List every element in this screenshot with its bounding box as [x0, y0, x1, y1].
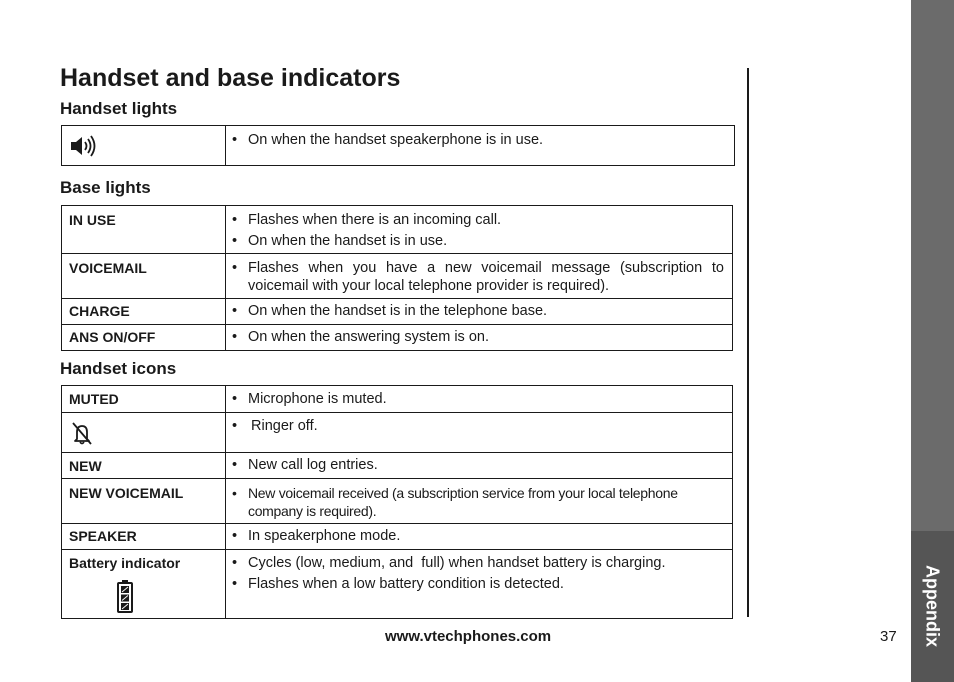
page-title: Handset and base indicators: [60, 64, 401, 92]
list-item: [232, 527, 724, 545]
bullet: •: [232, 303, 238, 319]
icon-cell: [62, 126, 226, 166]
list-item: [232, 232, 724, 250]
bullet-text: Flashes when there is an incoming call.: [248, 212, 502, 228]
description-cell: [226, 299, 733, 325]
bullet-text: Cycles (low, medium, and full) when handset battery is charging.: [248, 555, 666, 571]
column-divider: [747, 68, 749, 617]
bullet-text: On when the handset speakerphone is in use.: [248, 132, 544, 148]
bullet: •: [232, 485, 237, 501]
bullet-text: Flashes when a low battery condition is detected.: [248, 576, 564, 592]
handset-lights-table: [61, 125, 735, 166]
list-item: [232, 302, 724, 320]
label-speaker: SPEAKER: [62, 524, 226, 550]
description-cell: [226, 413, 733, 453]
bullet-text: Flashes when you have a new voicemail message (subscription to voicemail with your local telephone provider is required).: [248, 260, 724, 294]
bullet-text: New call log entries.: [248, 457, 378, 473]
bullet-text: On when the handset is in use.: [248, 233, 448, 249]
battery-icon: [116, 579, 134, 613]
table-row: [62, 325, 733, 351]
label-new: NEW: [62, 453, 226, 479]
bullet: •: [232, 418, 238, 434]
section-heading-base-lights: Base lights: [60, 178, 151, 197]
bullet: •: [232, 132, 238, 148]
table-row: [62, 299, 733, 325]
list-item: [232, 259, 724, 295]
table-row: [62, 550, 733, 619]
bullet-text: Microphone is muted.: [248, 391, 387, 407]
list-item: [232, 456, 724, 474]
list-item: [232, 390, 724, 408]
bullet-text: On when the handset is in the telephone base.: [248, 303, 548, 319]
section-heading-handset-icons: Handset icons: [60, 359, 177, 378]
bullet: •: [232, 260, 238, 276]
speakerphone-icon: [69, 134, 99, 158]
appendix-tab-label: Appendix: [922, 564, 943, 648]
bullet-text: On when the answering system is on.: [248, 329, 489, 345]
icon-cell: [62, 413, 226, 453]
list-item: [232, 575, 724, 593]
description-cell: [226, 325, 733, 351]
table-row: [62, 254, 733, 299]
list-item: [232, 328, 724, 346]
bullet: •: [232, 329, 238, 345]
table-row: [62, 479, 733, 524]
bullet-text: New voicemail received (a subscription service from your local telephone company is required).: [248, 485, 678, 519]
footer-url: www.vtechphones.com: [385, 628, 552, 645]
bullet-text: In speakerphone mode.: [248, 528, 401, 544]
bullet: •: [232, 576, 238, 592]
base-lights-table: [61, 205, 733, 351]
label-charge: CHARGE: [62, 299, 226, 325]
description-cell: [226, 524, 733, 550]
bullet: •: [232, 233, 238, 249]
table-row: [62, 386, 733, 413]
description-cell: [226, 453, 733, 479]
table-row: [62, 126, 735, 166]
battery-cell: [62, 550, 226, 619]
table-row: [62, 524, 733, 550]
description-cell: [226, 550, 733, 619]
bullet: •: [232, 555, 238, 571]
label-in-use: IN USE: [62, 206, 226, 254]
table-row: [62, 453, 733, 479]
list-item: [232, 484, 724, 520]
description-cell: [226, 126, 735, 166]
page-number: 37: [880, 628, 897, 645]
description-cell: [226, 479, 733, 524]
list-item: [232, 211, 724, 229]
description-cell: [226, 254, 733, 299]
label-voicemail: VOICEMAIL: [62, 254, 226, 299]
table-row: [62, 413, 733, 453]
bullet: •: [232, 457, 238, 473]
description-cell: [226, 386, 733, 413]
list-item: [232, 554, 724, 572]
bullet-text: Ringer off.: [251, 418, 318, 434]
handset-icons-table: [61, 385, 733, 619]
ringer-off-icon: [69, 420, 95, 446]
list-item: [232, 417, 724, 435]
table-row: [62, 206, 733, 254]
label-muted: MUTED: [62, 386, 226, 413]
label-new-voicemail: NEW VOICEMAIL: [62, 479, 226, 524]
list-item: [232, 131, 726, 149]
bullet: •: [232, 212, 238, 228]
bullet: •: [232, 391, 238, 407]
label-battery-indicator: Battery indicator: [69, 555, 181, 571]
description-cell: [226, 206, 733, 254]
bullet: •: [232, 528, 238, 544]
label-ans-on-off: ANS ON/OFF: [62, 325, 226, 351]
section-heading-handset-lights: Handset lights: [60, 99, 178, 118]
